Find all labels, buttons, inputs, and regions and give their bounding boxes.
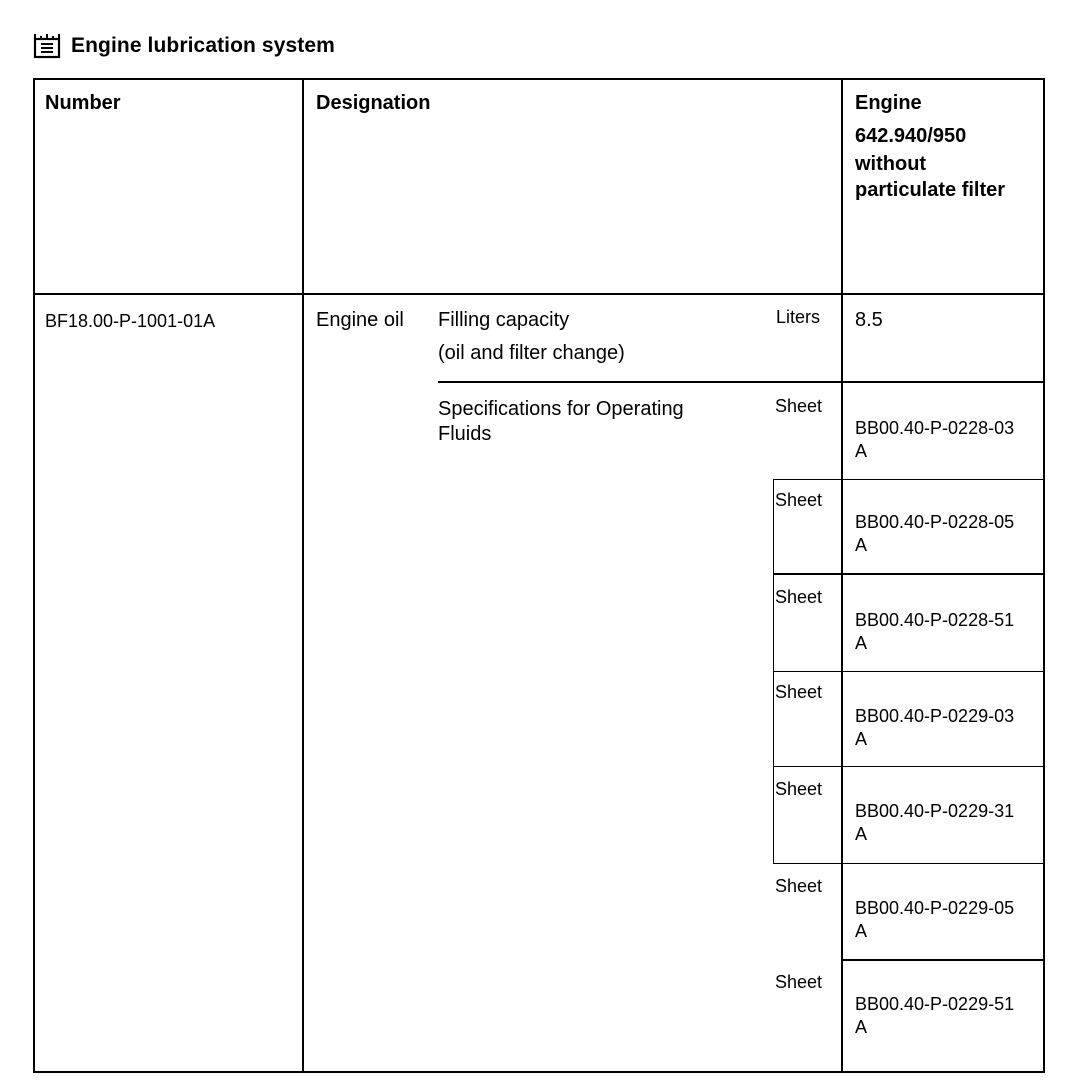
sheet-unit: Sheet [775, 587, 823, 607]
sheet-ref-line1: BB00.40-P-0229-05 [855, 898, 1015, 918]
title-text: Engine lubrication system [71, 34, 335, 57]
row-number: BF18.00-P-1001-01A [45, 311, 216, 331]
filling-value: 8.5 [855, 309, 883, 331]
sheet-ref-line2: A [855, 441, 868, 461]
header-divider [35, 293, 1043, 295]
sheet-unit: Sheet [775, 396, 823, 416]
header-engine-line1: Engine [855, 92, 922, 114]
filling-unit: Liters [776, 307, 821, 327]
page-title [33, 30, 335, 62]
sheet-ref-line2: A [855, 921, 868, 941]
header-engine-line4: particulate filter [855, 179, 1006, 201]
header-engine-line2: 642.940/950 [855, 125, 967, 147]
sheet-ref-line1: BB00.40-P-0229-31 [855, 801, 1015, 821]
specs-label-line1: Specifications for Operating [438, 398, 684, 420]
sheet-ref-line2: A [855, 633, 868, 653]
filling-label-line1: Filling capacity [438, 309, 570, 331]
specs-label-line2: Fluids [438, 423, 492, 445]
sheet-divider-2 [773, 573, 1043, 575]
header-number: Number [45, 92, 121, 114]
sheet-ref-line2: A [855, 1017, 868, 1037]
sheet-ref-line1: BB00.40-P-0228-51 [855, 610, 1015, 630]
sheet-ref-line1: BB00.40-P-0228-03 [855, 418, 1015, 438]
col-divider-number [302, 80, 304, 1071]
sheet-ref-line2: A [855, 824, 868, 844]
sheet-unit: Sheet [775, 972, 823, 992]
filling-divider [438, 381, 1043, 383]
sheet-ref-line2: A [855, 535, 868, 555]
sheet-divider-4 [773, 766, 1043, 767]
header-designation: Designation [316, 92, 431, 114]
col-divider-engine [841, 80, 843, 1071]
header-engine-line3: without [855, 153, 927, 175]
sheet-ref-line2: A [855, 729, 868, 749]
sheet-unit: Sheet [775, 876, 823, 896]
filling-label-line2: (oil and filter change) [438, 342, 625, 364]
sheet-ref-line1: BB00.40-P-0228-05 [855, 512, 1015, 532]
sheet-ref-line1: BB00.40-P-0229-51 [855, 994, 1015, 1014]
sheet-unit: Sheet [775, 779, 823, 799]
sheet-unit: Sheet [775, 682, 823, 702]
sheet-divider-3 [773, 671, 1043, 672]
sheet-unit: Sheet [775, 490, 823, 510]
sheet-divider-6 [841, 959, 1043, 961]
sheet-divider-1 [773, 479, 1043, 480]
sheet-ref-line1: BB00.40-P-0229-03 [855, 706, 1015, 726]
sheet-divider-5 [773, 863, 1043, 864]
document-list-icon [33, 33, 63, 59]
row-designation: Engine oil [316, 309, 404, 331]
specs-table [33, 78, 1045, 1073]
